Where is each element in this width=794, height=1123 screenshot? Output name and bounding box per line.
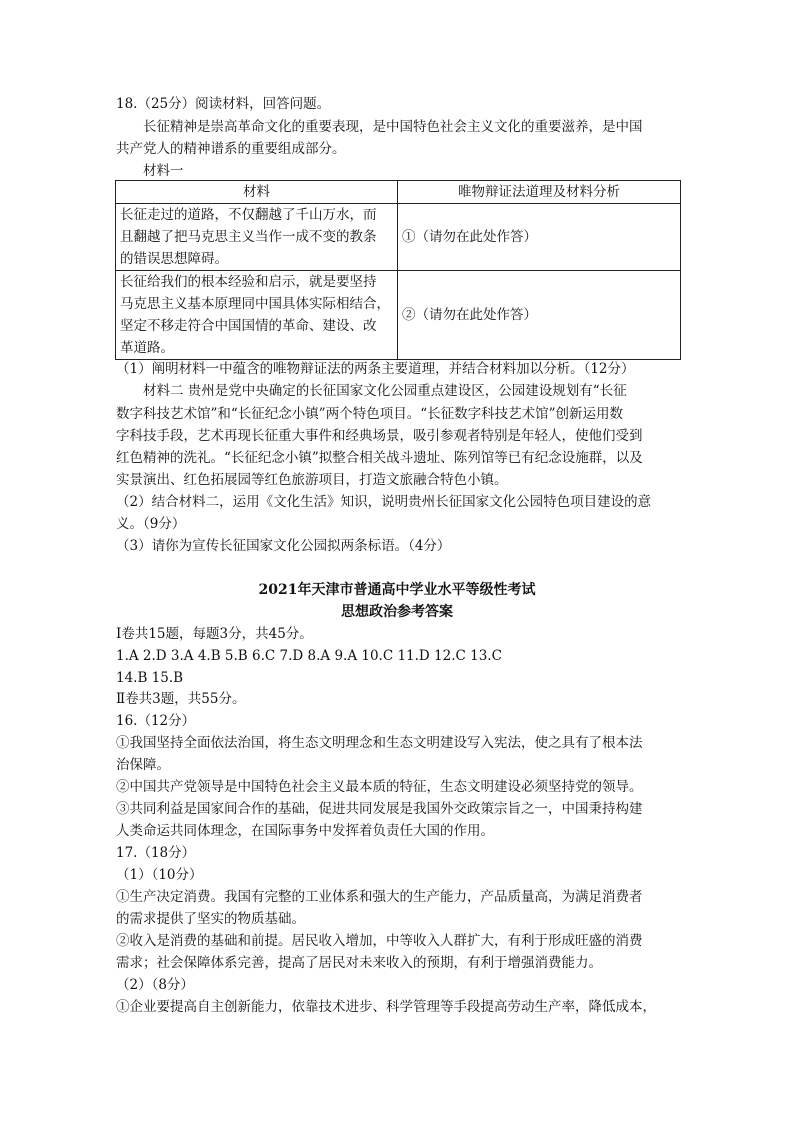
material2-line: 实景演出、红色拓展园等红色旅游项目，打造文旅融合特色小镇。 — [116, 472, 508, 488]
table-cell-answer: ①（请勿在此处作答） — [398, 204, 681, 271]
q18-sub2: （2）结合材料二，运用《文化生活》知识，说明贵州长征国家文化公园特色项目建设的意 — [116, 494, 652, 510]
material2-line: 材料二 贵州是党中央确定的长征国家文化公园重点建设区，公园建设规划有“长征 — [143, 383, 627, 399]
q18-header: 18.（25分）阅读材料，回答问题。 — [116, 96, 331, 112]
q17-line: ①企业要提高自主创新能力，依靠技术进步、科学管理等手段提高劳动生产率，降低成本， — [116, 999, 656, 1015]
q18-sub1: （1）阐明材料一中蕴含的唯物辩证法的两条主要道理，并结合材料加以分析。（12分） — [116, 361, 635, 377]
q16-line: ①我国坚持全面依法治国，将生态文明理念和生态文明建设写入宪法，使之具有了根本法 — [116, 735, 643, 751]
material-line: 革道路。 — [120, 340, 174, 356]
material-line: 长征走过的道路，不仅翻越了千山万水，而 — [120, 207, 377, 223]
material-line: 马克思主义基本原理同中国具体实际相结合， — [120, 296, 390, 312]
q17-line: ①生产决定消费。我国有完整的工业体系和强大的生产能力，产品质量高，为满足消费者 — [116, 889, 643, 905]
table-row — [116, 271, 681, 360]
table-row — [116, 204, 681, 271]
q17-header: 17.（18分） — [116, 845, 196, 861]
q17-line: 的需求提供了坚实的物质基础。 — [116, 911, 305, 927]
part1-info: Ⅰ卷共15题，每题3分，共45分。 — [116, 626, 313, 642]
table-header-material: 材料 — [116, 181, 398, 204]
q17-sub1: （1）（10分） — [116, 867, 203, 883]
material2-line: 数字科技艺术馆”和“长征纪念小镇”两个特色项目。“长征数字科技艺术馆”创新运用数 — [116, 406, 624, 422]
material-line: 坚定不移走符合中国国情的革命、建设、改 — [120, 318, 377, 334]
q18-intro-line: 长征精神是崇高革命文化的重要表现，是中国特色社会主义文化的重要滋养，是中国 — [143, 119, 643, 135]
q18-intro-line: 共产党人的精神谱系的重要组成部分。 — [116, 141, 346, 157]
q17-line: ②收入是消费的基础和前提。居民收入增加，中等收入人群扩大，有利于形成旺盛的消费 — [116, 933, 643, 949]
mc-answers-line: 14.B 15.B — [116, 670, 184, 686]
material2-line: 字科技手段，艺术再现长征重大事件和经典场景，吸引参观者特别是年轻人，使他们受到 — [116, 428, 643, 444]
material-table — [115, 180, 681, 360]
q17-line: 需求；社会保障体系完善，提高了居民对未来收入的预期，有利于增强消费能力。 — [116, 955, 602, 971]
table-header-analysis: 唯物辩证法道理及材料分析 — [398, 181, 681, 204]
answer-subtitle: 思想政治参考答案 — [341, 604, 453, 620]
material-line: 且翻越了把马克思主义当作一成不变的教条 — [120, 229, 377, 245]
material-line: 长征给我们的根本经验和启示，就是要坚持 — [120, 274, 377, 290]
q16-line: ②中国共产党领导是中国特色社会主义最本质的特征，生态文明建设必须坚持党的领导。 — [116, 779, 643, 795]
table-cell-material — [116, 204, 398, 271]
table-header-row — [116, 181, 681, 204]
q17-sub2: （2）（8分） — [116, 977, 194, 993]
mc-answers-line: 1.A 2.D 3.A 4.B 5.B 6.C 7.D 8.A 9.A 10.C 11.D 12.C 13.C — [116, 648, 502, 664]
material2-line: 红色精神的洗礼。“长征纪念小镇”拟整合相关战斗遗址、陈列馆等已有纪念设施群，以及 — [116, 450, 643, 466]
q18-sub2: 义。（9分） — [116, 516, 186, 532]
part2-info: Ⅱ卷共3题，共55分。 — [116, 691, 246, 707]
q18-sub3: （3）请你为宣传长征国家文化公园拟两条标语。（4分） — [116, 538, 451, 554]
table-cell-answer: ②（请勿在此处作答） — [398, 271, 681, 360]
q16-line: 治保障。 — [116, 757, 170, 773]
material-line: 的错误思想障碍。 — [120, 251, 228, 267]
q16-line: 人类命运共同体理念，在国际事务中发挥着负责任大国的作用。 — [116, 823, 494, 839]
table-cell-material — [116, 271, 398, 360]
q16-header: 16.（12分） — [116, 713, 196, 729]
material1-label: 材料一 — [143, 163, 184, 179]
q16-line: ③共同利益是国家间合作的基础，促进共同发展是我国外交政策宗旨之一，中国秉持构建 — [116, 801, 643, 817]
answer-title: 2021年天津市普通高中学业水平等级性考试 — [258, 582, 536, 598]
